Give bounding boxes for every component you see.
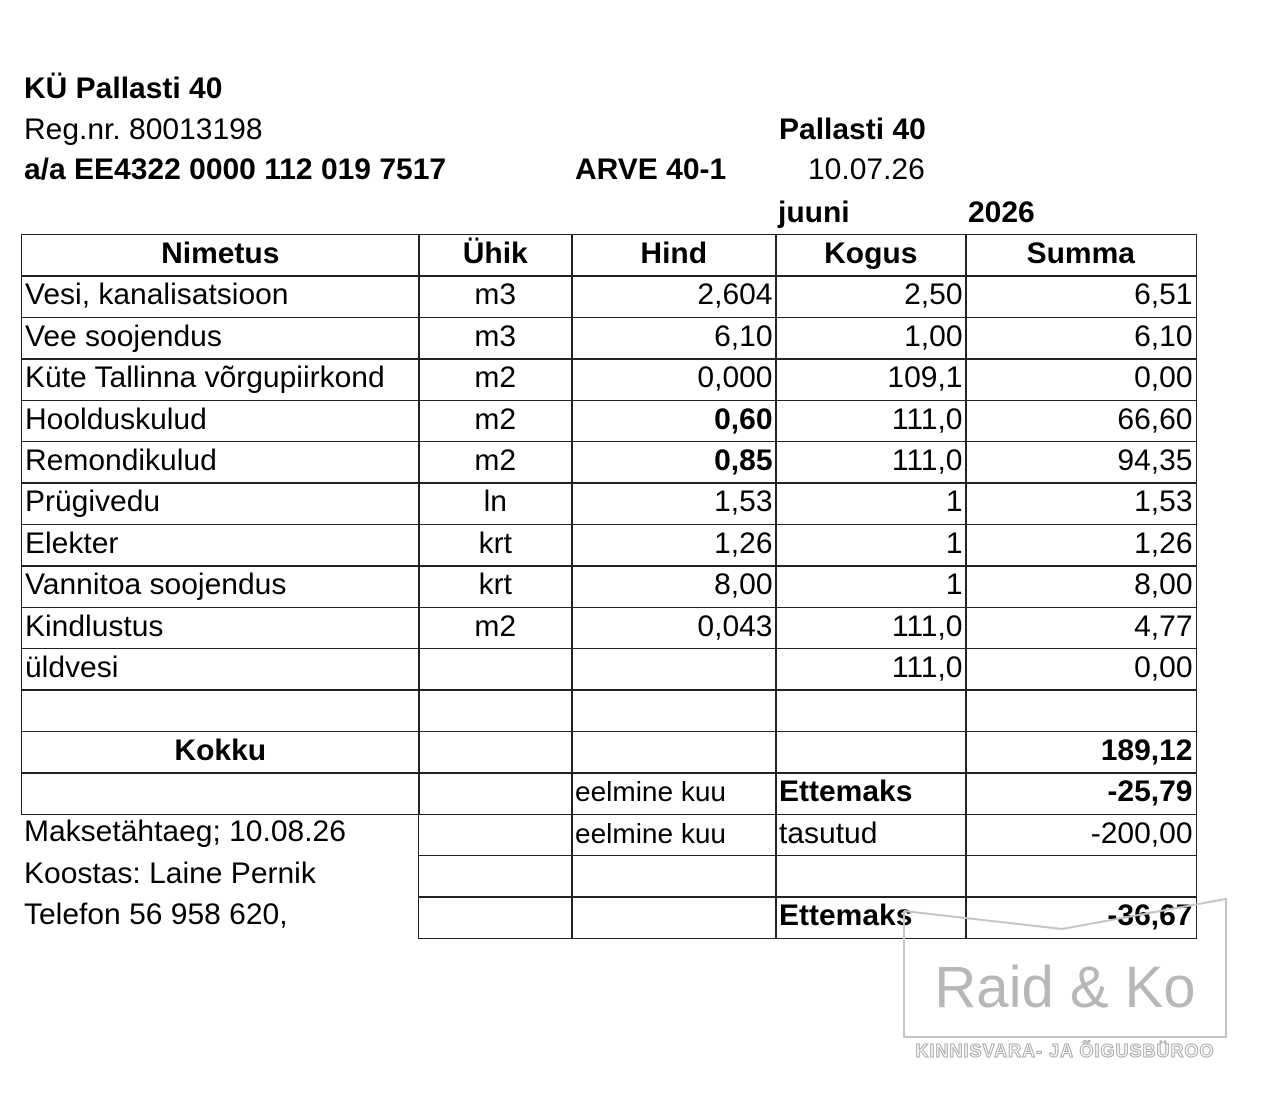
item-price: 6,10 [571, 317, 777, 360]
adjustment-label: Ettemaks [775, 772, 967, 815]
item-unit: m2 [418, 400, 573, 443]
item-sum: 6,51 [965, 275, 1197, 318]
item-sum: 66,60 [965, 400, 1197, 443]
column-header-quantity: Kogus [775, 234, 967, 277]
adjustment-amount: -200,00 [965, 814, 1197, 857]
adjustment-period [571, 896, 777, 939]
item-price: 0,043 [571, 607, 777, 650]
item-sum: 94,35 [965, 441, 1197, 484]
adjustment-label: tasutud [775, 814, 967, 857]
item-price: 0,85 [571, 441, 777, 484]
item-name: Vannitoa soojendus [21, 565, 420, 608]
item-quantity [775, 689, 967, 732]
building-address: Pallasti 40 [779, 113, 926, 146]
adjustment-amount: -36,67 [965, 896, 1197, 939]
item-name: Prügivedu [21, 482, 420, 525]
item-price: 1,26 [571, 524, 777, 567]
item-name: Remondikulud [21, 441, 420, 484]
item-unit [418, 648, 573, 691]
item-quantity: 1 [775, 524, 967, 567]
item-unit: ln [418, 482, 573, 525]
item-sum: 6,10 [965, 317, 1197, 360]
item-sum: 4,77 [965, 607, 1197, 650]
column-header-unit: Ühik [418, 234, 573, 277]
item-name [21, 689, 420, 732]
item-unit: m2 [418, 607, 573, 650]
item-price: 1,53 [571, 482, 777, 525]
total-empty-cell [418, 731, 573, 774]
column-header-price: Hind [571, 234, 777, 277]
column-header-sum: Summa [965, 234, 1197, 277]
item-price: 0,000 [571, 358, 777, 401]
phone-number: Telefon 56 958 620, [24, 898, 288, 931]
item-name: Hoolduskulud [21, 400, 420, 443]
item-quantity: 111,0 [775, 441, 967, 484]
adjustment-amount: -25,79 [965, 772, 1197, 815]
item-unit: m2 [418, 441, 573, 484]
item-quantity: 1 [775, 482, 967, 525]
invoice-date: 10.07.26 [808, 153, 925, 186]
item-unit: m2 [418, 358, 573, 401]
item-unit: m3 [418, 275, 573, 318]
adjustment-amount [965, 855, 1197, 898]
adjustment-empty-cell [418, 855, 573, 898]
item-sum [965, 689, 1197, 732]
item-name: üldvesi [21, 648, 420, 691]
item-sum: 1,26 [965, 524, 1197, 567]
payment-due-date: Maksetähtaeg; 10.08.26 [24, 815, 346, 848]
item-quantity: 1,00 [775, 317, 967, 360]
item-sum: 0,00 [965, 648, 1197, 691]
item-quantity: 1 [775, 565, 967, 608]
total-sum: 189,12 [965, 731, 1197, 774]
item-price [571, 689, 777, 732]
item-sum: 8,00 [965, 565, 1197, 608]
item-price: 0,60 [571, 400, 777, 443]
item-unit [418, 689, 573, 732]
billing-month: juuni [778, 196, 850, 229]
invoice-number: ARVE 40-1 [575, 153, 727, 186]
adjustment-empty-cell [418, 896, 573, 939]
company-name: KÜ Pallasti 40 [24, 72, 223, 105]
registry-number: Reg.nr. 80013198 [24, 113, 263, 146]
item-name: Kindlustus [21, 607, 420, 650]
item-unit: m3 [418, 317, 573, 360]
billing-year: 2026 [968, 196, 1035, 229]
company-logo-subtitle: KINNISVARA- JA ÕIGUSBÜROO [915, 1041, 1215, 1061]
item-name: Elekter [21, 524, 420, 567]
item-quantity: 111,0 [775, 648, 967, 691]
adjustment-label: Ettemaks [775, 896, 967, 939]
item-price: 2,604 [571, 275, 777, 318]
adjustment-empty-cell [418, 772, 573, 815]
total-label: Kokku [21, 731, 420, 774]
item-quantity: 111,0 [775, 607, 967, 650]
adjustment-label [775, 855, 967, 898]
item-name: Küte Tallinna võrgupiirkond [21, 358, 420, 401]
item-unit: krt [418, 565, 573, 608]
item-price: 8,00 [571, 565, 777, 608]
item-sum: 1,53 [965, 482, 1197, 525]
adjustment-period [571, 855, 777, 898]
adjustment-empty-cell [21, 772, 420, 815]
adjustment-period: eelmine kuu [571, 772, 777, 815]
column-header-name: Nimetus [21, 234, 420, 277]
item-name: Vee soojendus [21, 317, 420, 360]
total-empty-cell [775, 731, 967, 774]
item-name: Vesi, kanalisatsioon [21, 275, 420, 318]
bank-account: a/a EE4322 0000 112 019 7517 [24, 153, 447, 186]
item-unit: krt [418, 524, 573, 567]
compiled-by: Koostas: Laine Pernik [24, 857, 316, 890]
adjustment-period: eelmine kuu [571, 814, 777, 857]
total-empty-cell [571, 731, 777, 774]
item-sum: 0,00 [965, 358, 1197, 401]
adjustment-empty-cell [418, 814, 573, 857]
item-quantity: 2,50 [775, 275, 967, 318]
item-price [571, 648, 777, 691]
company-logo-text: Raid & Ko [934, 955, 1196, 1020]
item-quantity: 111,0 [775, 400, 967, 443]
item-quantity: 109,1 [775, 358, 967, 401]
